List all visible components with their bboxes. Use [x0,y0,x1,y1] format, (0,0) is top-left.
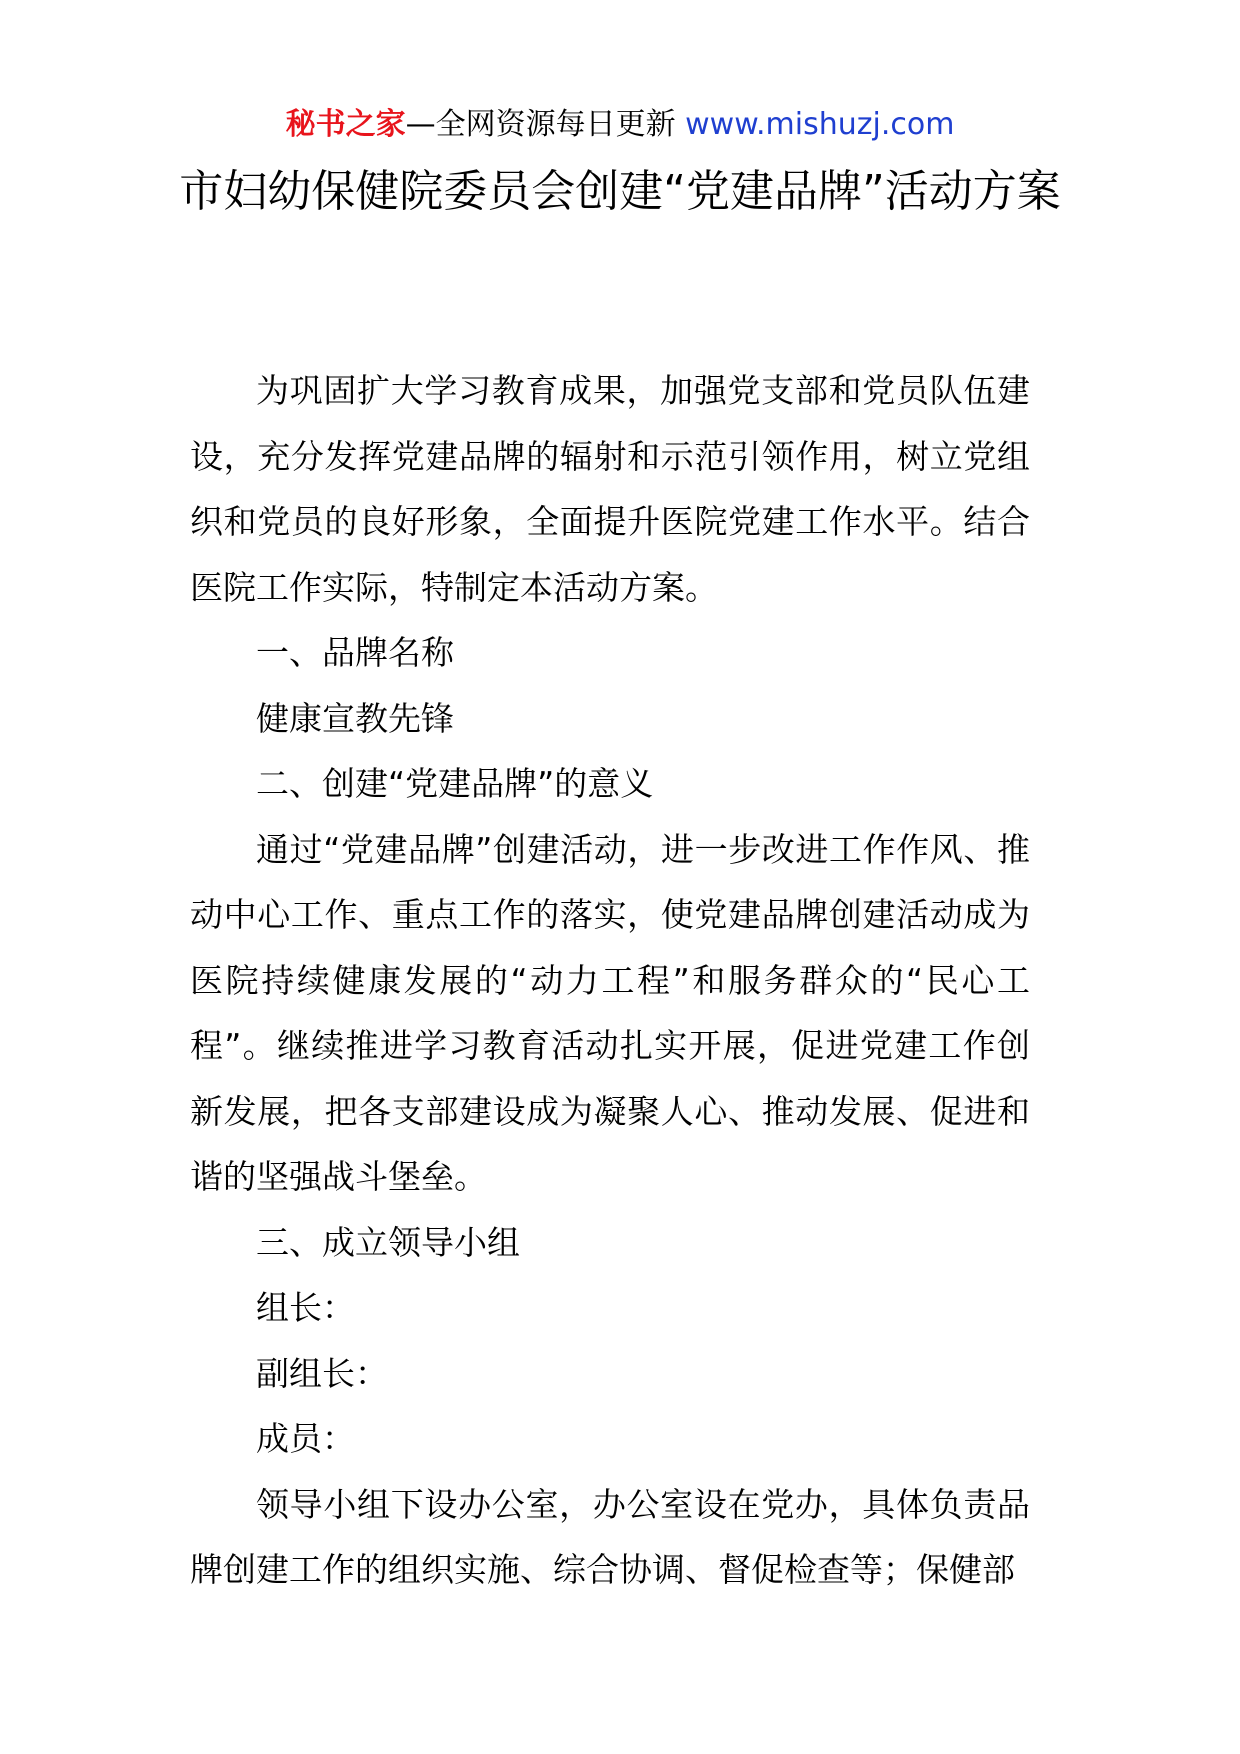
heading-significance: 二、创建“党建品牌”的意义 [256,764,654,803]
document-title: 市妇幼保健院委员会创建“党建品牌”活动方案 [179,166,1061,217]
site-tagline: —全网资源每日更新 [405,107,686,142]
paragraph-brand-name: 健康宣教先锋 [256,698,454,738]
heading-brand-name: 一、品牌名称 [256,633,454,672]
paragraph-office: 领导小组下设办公室，办公室设在党办，具体负责品牌创建工作的组织实施、综合协调、督促检查等；保健部 [190,1484,1030,1589]
paragraph-group-leader: 组长： [256,1288,355,1327]
watermark-header [0,100,1240,150]
paragraph-deputy-leader: 副组长： [256,1353,388,1393]
paragraph-significance: 通过“党建品牌”创建活动，进一步改进工作作风、推动中心工作、重点工作的落实，使党建品牌创建活动成为医院持续健康发展的“动力工程”和服务群众的“民心工程”。继续推进学习教育活动扎实开展，促进党建工作创新发展，把各支部建设成为凝聚人心、推动发展、促进和谐的坚强战斗堡垒。 [190,829,1030,1196]
paragraph-members: 成员： [256,1419,355,1458]
site-url-link[interactable]: www.mishuzj.com [685,107,955,142]
site-name: 秘书之家 [285,107,406,142]
heading-leadership-group: 三、成立领导小组 [256,1222,520,1262]
paragraph-intro: 为巩固扩大学习教育成果，加强党支部和党员队伍建设，充分发挥党建品牌的辐射和示范引领作用，树立党组织和党员的良好形象，全面提升医院党建工作水平。结合医院工作实际，特制定本活动方案。 [190,371,1030,607]
document-body [190,358,1030,1603]
